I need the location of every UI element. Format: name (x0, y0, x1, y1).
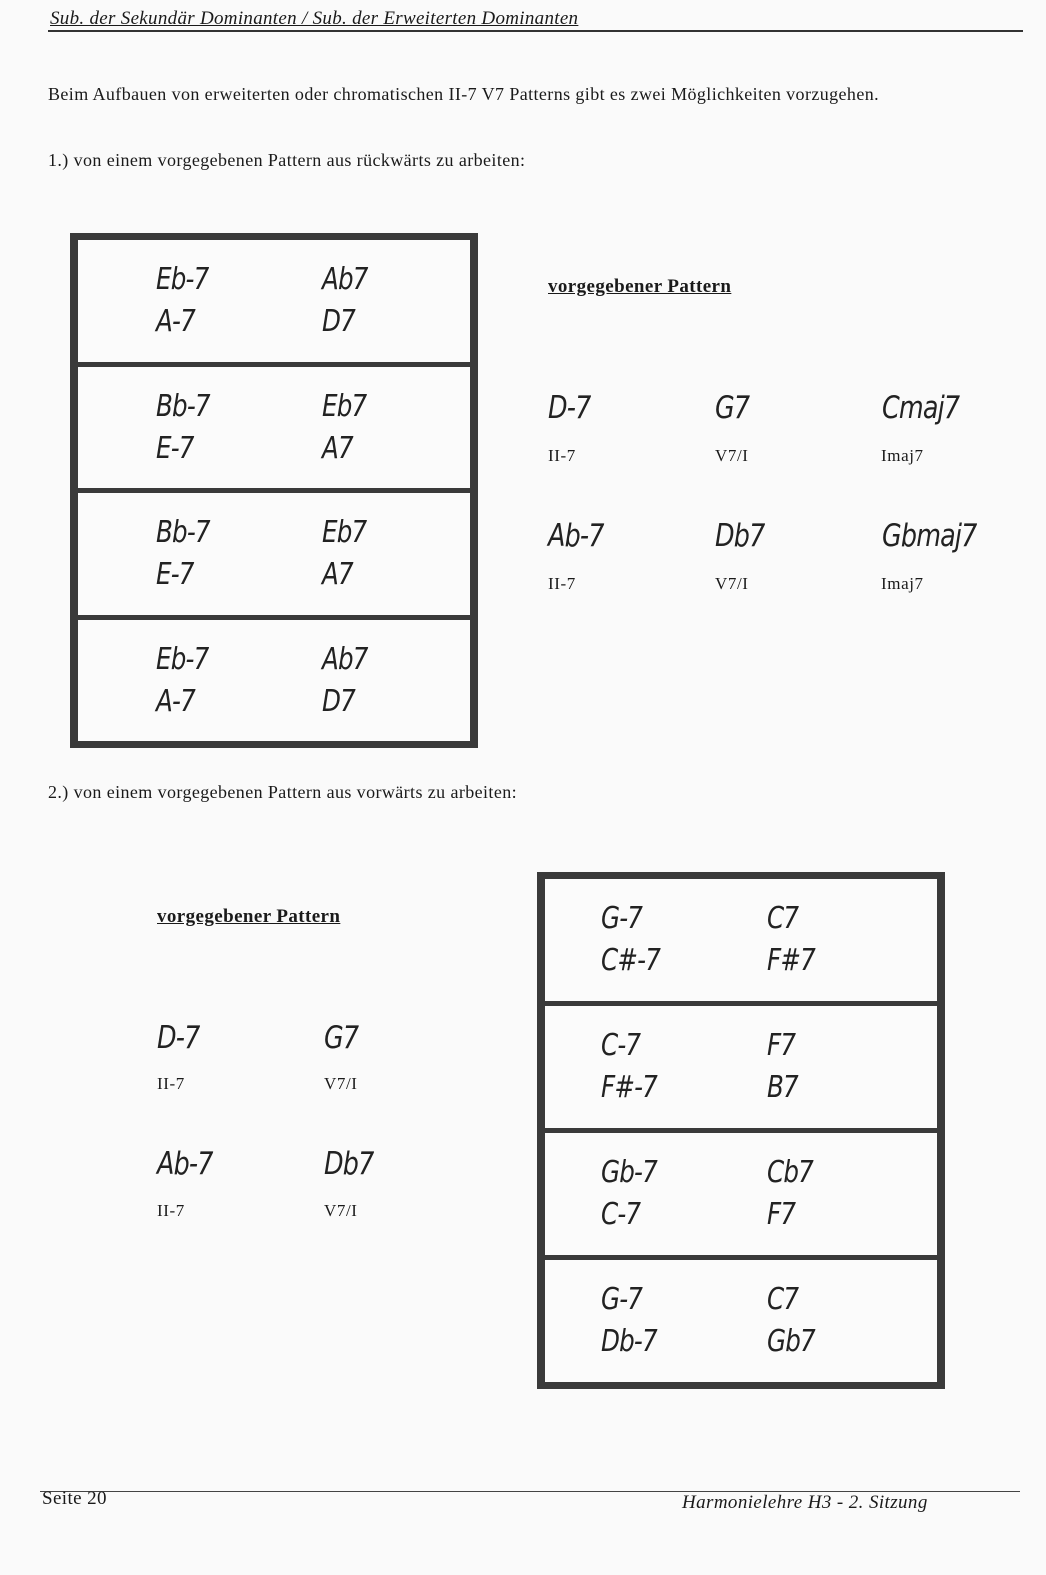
chord: C-7 (601, 1028, 641, 1063)
chord: E-7 (156, 557, 194, 592)
chord-cell (78, 367, 470, 489)
header-rule (48, 30, 1023, 32)
function-label: V7/I (715, 446, 749, 465)
chord: D7 (322, 304, 355, 339)
chord: C7 (767, 1282, 799, 1317)
given-pattern-title: vorgegebener Pattern (157, 906, 341, 927)
chord: Gb7 (767, 1324, 815, 1359)
chord-cell (545, 879, 937, 1001)
pattern-chord: G7 (324, 1020, 359, 1056)
chord: Eb7 (322, 515, 367, 550)
chord: B7 (767, 1070, 798, 1105)
chord: C#-7 (601, 943, 661, 978)
chord: Eb7 (322, 388, 367, 424)
pattern-chord: Db7 (715, 518, 765, 554)
pattern-chord: Ab-7 (157, 1146, 213, 1182)
chord: E-7 (156, 430, 194, 466)
chord: Ab7 (322, 641, 368, 677)
chord: G-7 (601, 1282, 643, 1317)
chord-box-backwards (70, 233, 478, 748)
function-label: II-7 (157, 1201, 185, 1220)
function-label: Imaj7 (881, 446, 924, 465)
chord: Eb-7 (156, 641, 209, 677)
given-pattern-title: vorgegebener Pattern (548, 276, 732, 297)
function-label: II-7 (157, 1074, 185, 1093)
chord: C-7 (601, 1197, 641, 1232)
pattern-chord: Ab-7 (548, 518, 604, 554)
chord-cell (78, 620, 470, 742)
chord: Eb-7 (156, 262, 209, 297)
chord-cell (78, 493, 470, 615)
chord-cell (545, 1133, 937, 1255)
chord-cell (545, 1260, 937, 1382)
pattern-chord: Gbmaj7 (882, 518, 977, 554)
chord: A7 (322, 557, 353, 592)
chord: A-7 (156, 683, 195, 719)
chord: Bb-7 (156, 388, 210, 424)
footer-course-title: Harmonielehre H3 - 2. Sitzung (682, 1492, 928, 1513)
chord: F#7 (767, 943, 815, 978)
function-label: Imaj7 (881, 574, 924, 593)
step-1-heading: 1.) von einem vorgegebenen Pattern aus rückwärts zu arbeiten: (48, 150, 526, 170)
chord: A7 (322, 430, 353, 466)
pattern-chord: Db7 (324, 1146, 374, 1182)
chord: F7 (767, 1197, 796, 1232)
function-label: V7/I (715, 574, 749, 593)
pattern-chord: G7 (715, 390, 750, 426)
function-label: II-7 (548, 574, 576, 593)
intro-paragraph: Beim Aufbauen von erweiterten oder chromatischen II-7 V7 Patterns gibt es zwei Möglichkeiten vorzugehen. (48, 84, 880, 104)
chord-cell (78, 240, 470, 362)
chord: F7 (767, 1028, 796, 1063)
chord: C7 (767, 901, 799, 936)
chord: Gb-7 (601, 1155, 657, 1190)
function-label: V7/I (324, 1201, 358, 1220)
pattern-chord: D-7 (157, 1020, 200, 1056)
chord: A-7 (156, 304, 195, 339)
chord: F#-7 (601, 1070, 658, 1105)
pattern-chord: Cmaj7 (882, 390, 960, 426)
chord: Cb7 (767, 1155, 813, 1190)
chord: G-7 (601, 901, 643, 936)
function-label: V7/I (324, 1074, 358, 1093)
chord-cell (545, 1006, 937, 1128)
page-number: Seite 20 (42, 1488, 107, 1509)
chord: Ab7 (322, 262, 368, 297)
chord-box-forwards (537, 872, 945, 1389)
chord: D7 (322, 683, 355, 719)
pattern-chord: D-7 (548, 390, 591, 426)
page-header-title: Sub. der Sekundär Dominanten / Sub. der Erweiterten Dominanten (50, 8, 579, 29)
step-2-heading: 2.) von einem vorgegebenen Pattern aus vorwärts zu arbeiten: (48, 782, 518, 802)
chord: Db-7 (601, 1324, 657, 1359)
function-label: II-7 (548, 446, 576, 465)
chord: Bb-7 (156, 515, 210, 550)
